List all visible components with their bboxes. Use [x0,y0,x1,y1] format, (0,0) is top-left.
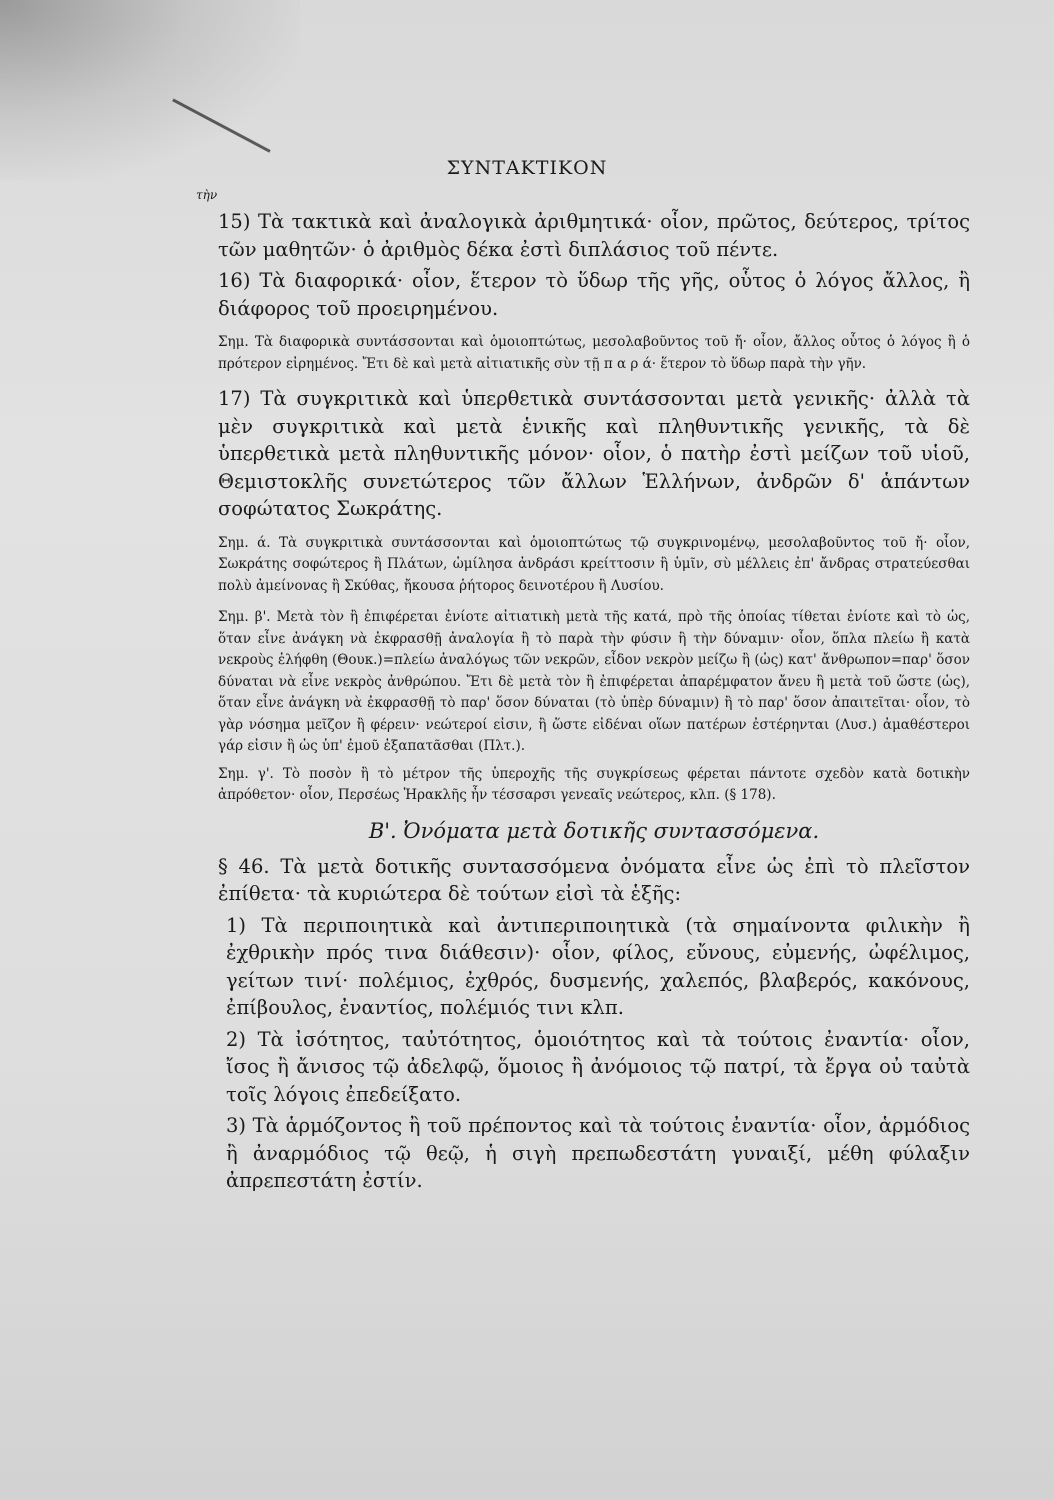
paragraph-46: § 46. Τὰ μετὰ δοτικῆς συντασσόμενα ὀνόματα εἶνε ὡς ἐπὶ τὸ πλεῖστον ἐπίθετα· τὰ κυριώτερα δὲ τούτων εἰσὶ τὰ ἑξῆς: [218,854,970,905]
paragraph-15: 15) Τὰ τακτικὰ καὶ ἀναλογικὰ ἀριθμητικά· οἷον, πρῶτος, δεύτερος, τρίτος τῶν μαθητῶν· ὁ ἀριθμὸς δέκα ἐστὶ διπλάσιος τοῦ πέντε. [218,210,970,261]
page-title: ΣΥΝΤΑΚΤΙΚΟΝ [446,157,608,179]
paragraph-item-1: 1) Τὰ περιποιητικὰ καὶ ἀντιπεριποιητικὰ (τὰ σημαίνοντα φιλικὴν ἢ ἐχθρικὴν πρός τινα διάθεσιν)· οἷον, φίλος, εὔνους, εὐμενής, ὠφέλιμος, γείτων τινί· πολέμιος, ἐχθρός, δυσμενής, χαλεπός, βλαβερός, κακόνους, ἐπίβουλος, ἐναντίος, πολέμιός τινι κλπ. [226,913,970,1019]
note-c: Σημ. γ'. Τὸ ποσὸν ἢ τὸ μέτρον τῆς ὑπεροχῆς τῆς συγκρίσεως φέρεται πάντοτε σχεδὸν κατὰ δοτικὴν ἀπρόθετον· οἷον, Περσέως Ἡρακλῆς ἦν τέσσαρσι γενεαῖς νεώτερος, κλπ. (§ 178). [218,765,970,803]
section-heading: Β'. Ὀνόματα μετὰ δοτικῆς συντασσόμενα. [368,818,820,843]
page-body [218,208,970,1199]
margin-note: τὴν [196,188,218,202]
paragraph-item-3: 3) Τὰ ἁρμόζοντος ἢ τοῦ πρέποντος καὶ τὰ τούτοις ἐναντία· οἷον, ἁρμόδιος ἢ ἀναρμόδιος τῷ θεῷ, ἡ σιγὴ πρεπωδεστάτη γυναιξί, μέθη φύλαξιν ἀπρεπεστάτη ἐστίν. [226,1114,970,1192]
note-16: Σημ. Τὰ διαφορικὰ συντάσσονται καὶ ὁμοιοπτώτως, μεσολαβοῦντος τοῦ ἤ· οἷον, ἄλλος οὗτος ὁ λόγος ἢ ὁ πρότερον εἰρημένος. Ἔτι δὲ καὶ μετὰ αἰτιατικῆς σὺν τῇ π α ρ ά· ἕτερον τὸ ὕδωρ παρὰ τὴν γῆν. [218,334,970,372]
paragraph-17: 17) Τὰ συγκριτικὰ καὶ ὑπερθετικὰ συντάσσονται μετὰ γενικῆς· ἀλλὰ τὰ μὲν συγκριτικὰ καὶ μετὰ ἑνικῆς καὶ πληθυντικῆς γενικῆς, τὰ δὲ ὑπερθετικὰ μετὰ πληθυντικῆς μόνον· οἷον, ὁ πατὴρ ἐστὶ μείζων τοῦ υἱοῦ, Θεμιστοκλῆς συνετώτερος τῶν ἄλλων Ἑλλήνων, ἀνδρῶν δ' ἁπάντων σοφώτατος Σωκράτης. [218,387,970,520]
note-a: Σημ. ά. Τὰ συγκριτικὰ συντάσσονται καὶ ὁμοιοπτώτως τῷ συγκρινομένῳ, μεσολαβοῦντος τοῦ ἤ· οἷον, Σωκράτης σοφώτερος ἢ Πλάτων, ὡμίλησα ἀνδράσι κρείττοσιν ἢ ὑμῖν, σὺ μέλλεις ἐπ' ἄνδρας στρατεύεσθαι πολὺ ἀμείνονας ἢ Σκύθας, ἤκουσα ῥήτορος δεινοτέρου ἢ Λυσίου. [218,534,970,594]
paragraph-item-2: 2) Τὰ ἰσότητος, ταὐτότητος, ὁμοιότητος καὶ τὰ τούτοις ἐναντία· οἷον, ἴσος ἢ ἄνισος τῷ ἀδελφῷ, ὅμοιος ἢ ἀνόμοιος τῷ πατρί, τὰ ἔργα οὐ ταὐτὰ τοῖς λόγοις ἐπεδείξατο. [226,1027,970,1106]
paragraph-16: 16) Τὰ διαφορικά· οἷον, ἕτερον τὸ ὕδωρ τῆς γῆς, οὗτος ὁ λόγος ἄλλος, ἢ διάφορος τοῦ προειρημένου. [218,269,970,320]
note-b: Σημ. β'. Μετὰ τὸν ἢ ἐπιφέρεται ἐνίοτε αἰτιατικὴ μετὰ τῆς κατά, πρὸ τῆς ὁποίας τίθεται ἐνίοτε καὶ τὸ ὡς, ὅταν εἶνε ἀνάγκη νὰ ἐκφρασθῇ ἀναλογία ἢ τὸ παρὰ τὴν φύσιν ἢ τὴν δύναμιν· οἷον, ὅπλα πλείω ἢ κατὰ νεκροὺς ἐλήφθη (Θουκ.)=πλείω ἀναλόγως τῶν νεκρῶν, εἶδον νεκρὸν μείζω ἢ (ὡς) κατ' ἄνθρωπον=παρ' ὅσον δύναται νὰ εἶνε νεκρὸς ἀνθρώπου. Ἔτι δὲ μετὰ τὸν ἢ ἐπιφέρεται ἀπαρέμφατον ἄνευ ἢ μετὰ τοῦ ὥστε (ὡς), ὅταν εἶνε ἀνάγκη νὰ ἐκφρασθῇ τὸ παρ' ὅσον δύναται (τὸ ὑπὲρ δύναμιν) ἢ τὸ παρ' ὅσον ἀπαιτεῖται· οἷον, τὸ γὰρ νόσημα μεῖζον ἢ φέρειν· νεώτεροί εἰσιν, ἢ ὥστε εἰδέναι οἵων πατέρων ἐστέρηνται (Λυσ.) ἀμαθέστεροι γάρ εἰσιν ἢ ὡς ὑπ' ἐμοῦ ἐξαπατᾶσθαι (Πλτ.). [218,609,970,754]
